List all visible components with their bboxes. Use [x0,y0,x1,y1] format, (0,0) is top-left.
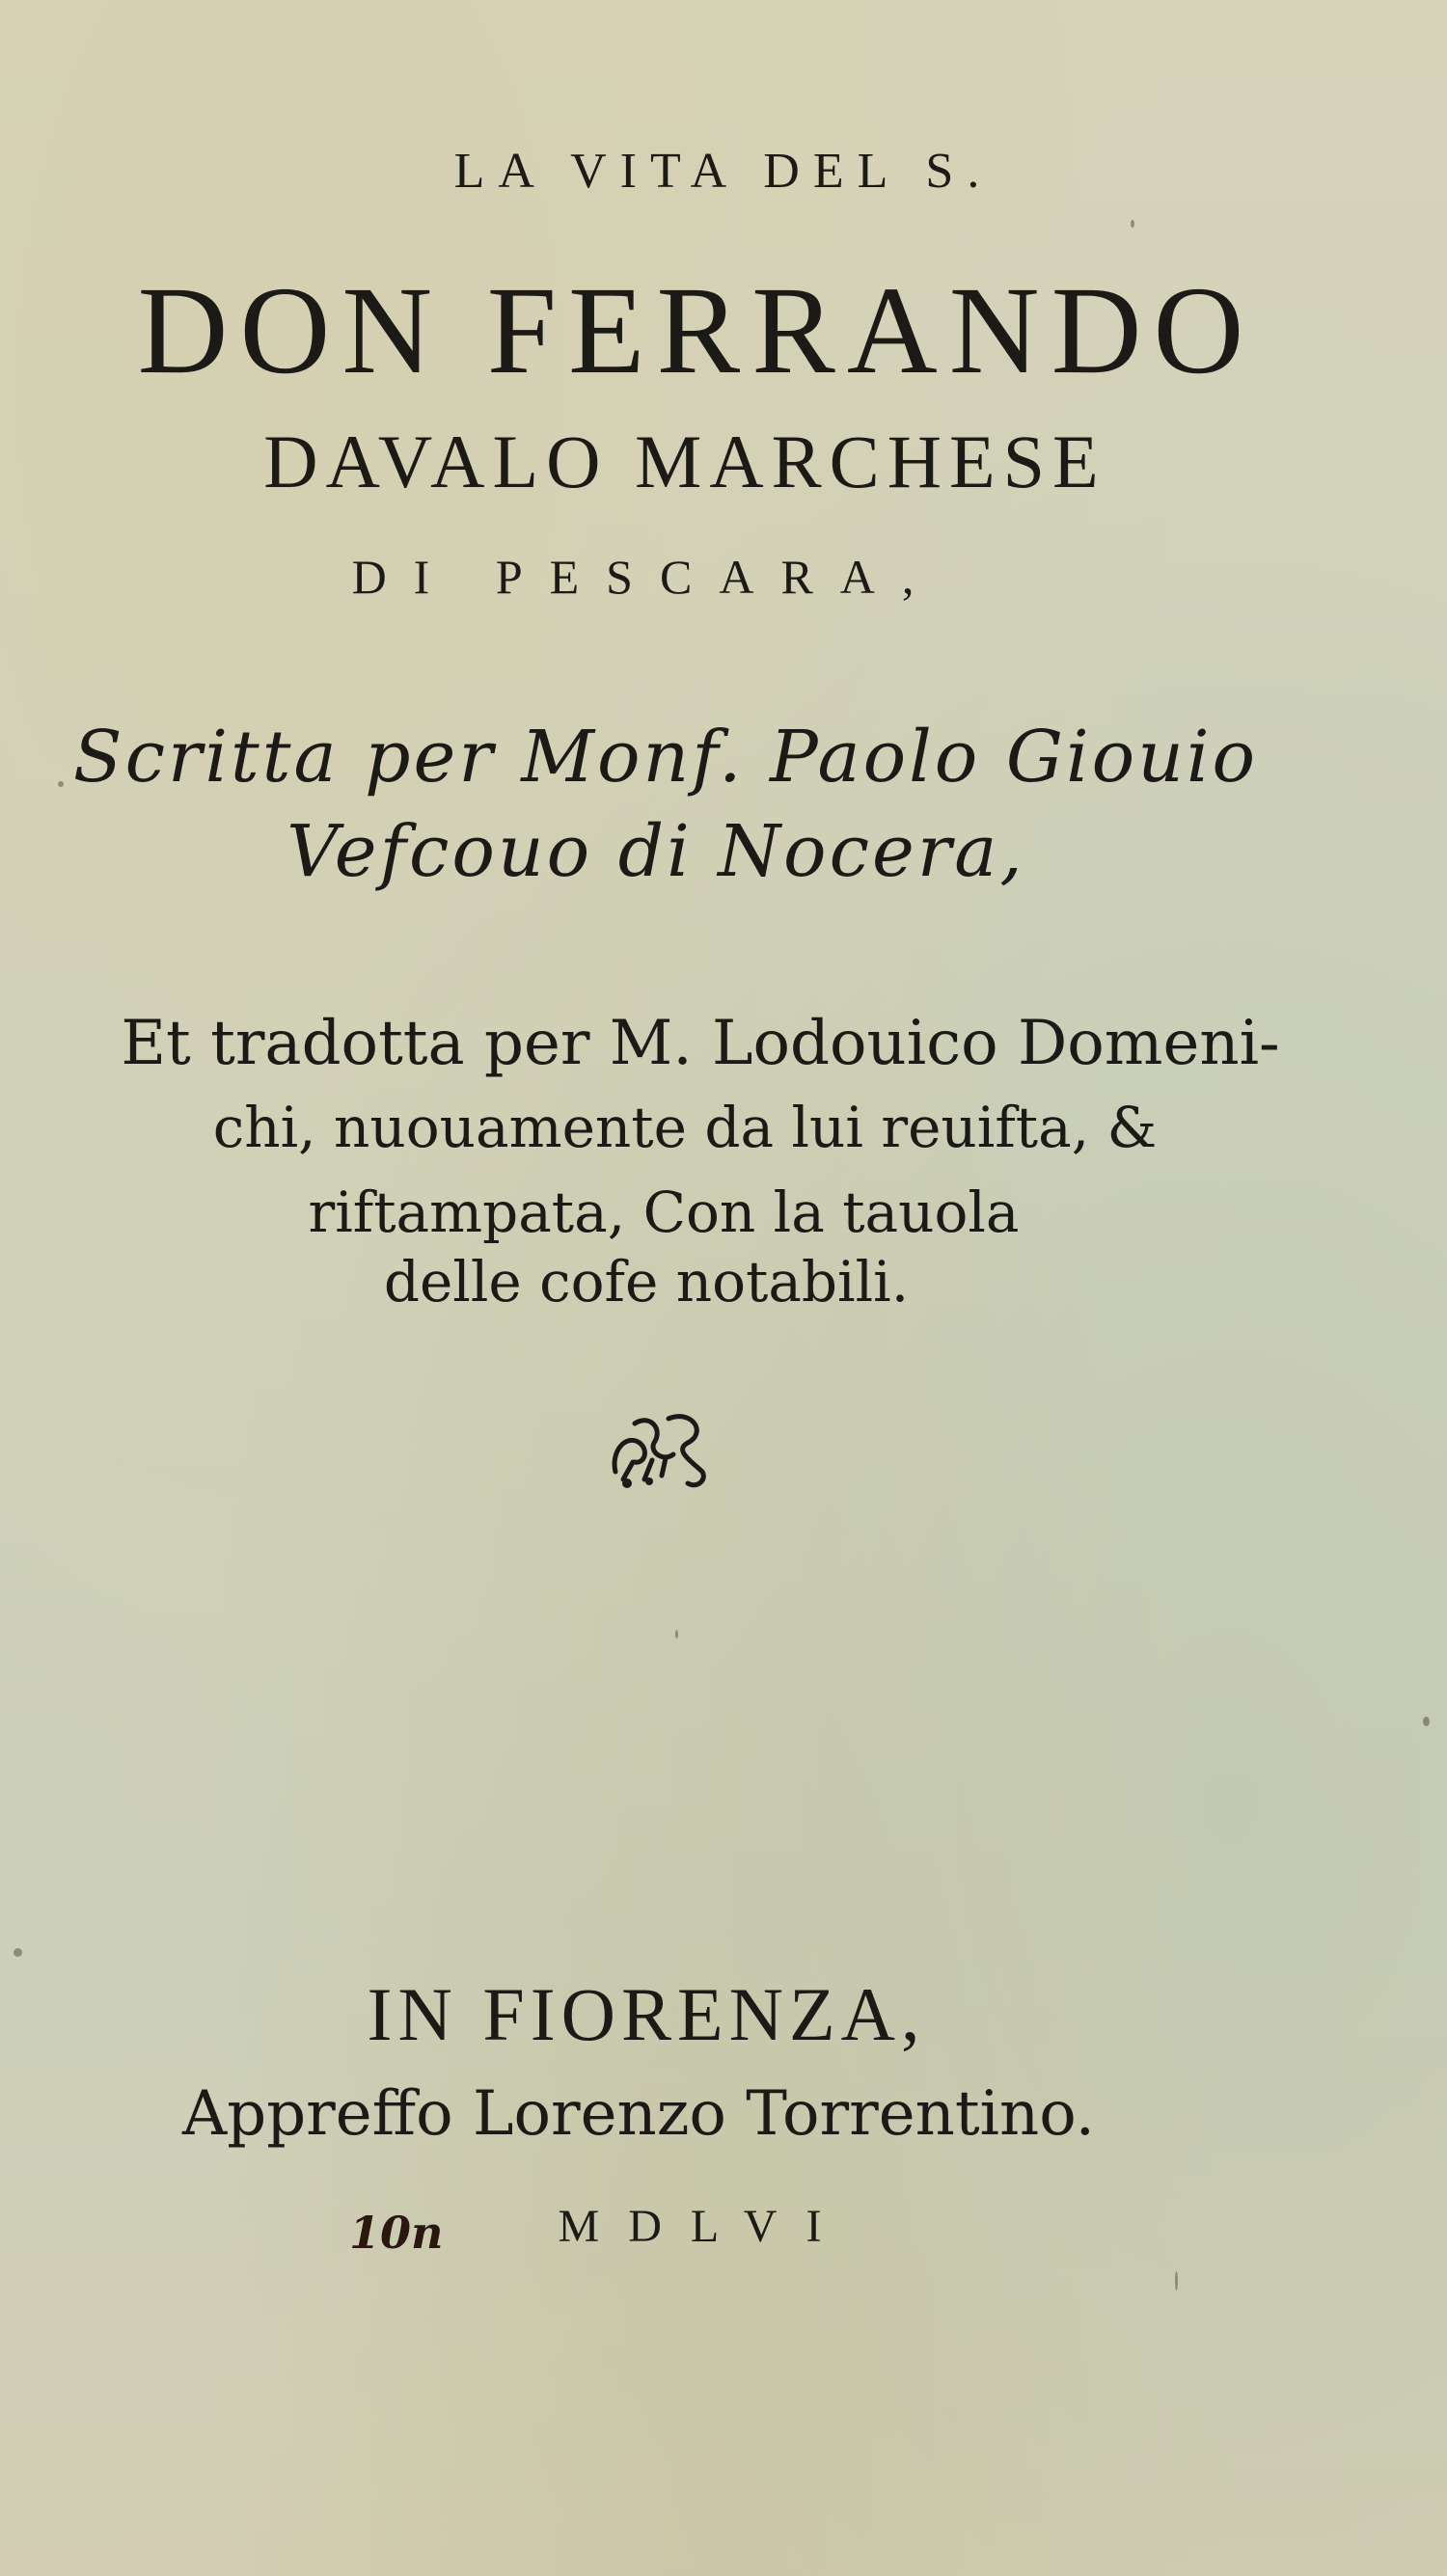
title-line-4: DI PESCARA, [351,550,942,604]
title-line-2: DON FERRANDO [137,261,1256,400]
handwritten-mark: 10n [349,2207,444,2259]
translator-line-3: riftampata, Con la tauola [308,1180,1020,1245]
author-line-1: Scritta per Monf. Paolo Giouio [72,716,1259,799]
imprint-year: MDLVI [558,2201,851,2252]
title-line-3: DAVALO MARCHESE [263,420,1106,503]
author-line-2: Vefcouo di Nocera, [287,810,1025,893]
imprint-place: IN FIORENZA, [367,1972,926,2056]
translator-line-4: delle cofe notabili. [383,1249,910,1315]
paper-speck [1131,220,1134,228]
translator-line-2: chi, nuouamente da lui reuifta, & [212,1095,1158,1160]
paper-speck [675,1630,678,1639]
imprint-printer: Appreffo Lorenzo Torrentino. [182,2078,1095,2150]
fleuron-ornament-icon [606,1404,712,1491]
paper-speck [1175,2271,1178,2291]
paper-speck [1423,1717,1430,1726]
paper-speck [14,1948,22,1957]
title-line-1: LA VITA DEL S. [453,144,994,199]
translator-line-1: Et tradotta per M. Lodouico Domeni- [121,1008,1280,1079]
